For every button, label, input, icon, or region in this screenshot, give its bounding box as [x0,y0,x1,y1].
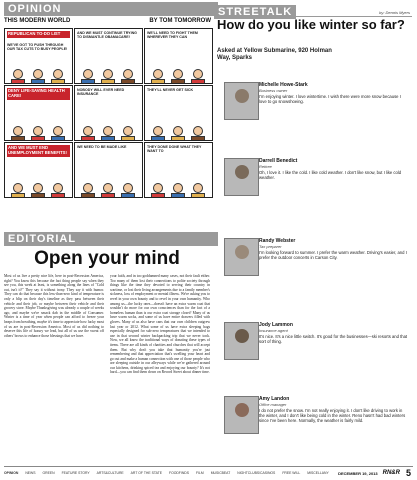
comic-author: BY TOM TOMORROW [149,18,211,24]
person-role: Office manager [259,402,287,407]
person-role: Insurance agent [259,328,288,333]
editorial-header [4,232,218,246]
footer-nav [4,471,338,475]
footer-nav-item[interactable]: GREEN [42,471,55,475]
editorial-column-2: your faith, and in too goddamned many cases, not their fault either. Too many of them lost their connections to polite society through things like the time they devoted to serving their country in wartime, or lost their living arrangements due to a family member's sickness, loss of employment or mental illness. We're asking you to revel in your own bounty and to revel in your own humanity. Who among us—the lucky ones—doesn't have an extra warm coat that wouldn't do more for our own consciences than for the fact of a homeless human than is our extra coat storage closet? Many of us have warm socks, and some of us have entire drawers filled with gloves. Many of us also have cans that our own children outgrew last year or 2012. What some of us have extra sleeping bags especially designed for sub-zero temperatures that we intended to use in that second winter backpacking trip that we never took. Now, we all know the traditional ways of donating these types of items. There are all kinds of charities and churches that will accept them. But why don't you take that humanity you're just remembering and that appreciation that's swelling your heart and go out and make a human connection with one of those people who are sleeping outside in our alleyways while we're gathered around our kitchens, drinking spiced tea and enjoying our bounty? It's not hard—you can find them down on Record Street about dinner time. [110,274,210,375]
editorial-title: EDITORIAL [8,233,77,245]
cartoon-figure [31,183,45,197]
comic-caption: AND WE MUST CONTINUE TRYING TO DISMANTLE OBAMACARE! [77,31,137,40]
comic-panel [144,28,213,84]
streetalk-location: Asked at Yellow Submarine, 920 Holman Way, Sparks [217,48,332,61]
cartoon-figure [51,69,65,83]
person-role: Tax preparer [259,244,282,249]
cartoon-figure [151,183,165,197]
cartoon-figure [121,69,135,83]
cartoon-figure [81,69,95,83]
person-photo-4 [224,322,259,360]
person-quote: Oh, I love it. I like the cold. I like cold weather. I don't like snow, but I like cold weather. [259,170,402,181]
comic-figures [75,181,142,197]
editorial-headline: Open your mind [34,248,180,269]
comic-figures [75,124,142,140]
comic-figures [5,124,72,140]
person-photo-2 [224,158,259,196]
cartoon-figure [191,183,205,197]
cartoon-figure [101,126,115,140]
cartoon-figure [121,183,135,197]
footer-date: DECEMBER 19, 2013 [338,470,378,476]
footer-paper: RN&R [382,470,400,476]
cartoon-figure [171,183,185,197]
footer-nav-item[interactable]: FOODFINDS [169,471,189,475]
streetalk-question: How do you like winter so far? [217,17,405,32]
person-2 [259,158,409,180]
comic-panel [4,28,73,84]
cartoon-figure [11,183,25,197]
person-quote: I do not prefer the snow. I'm not really enjoying it. I don't like driving to work in the winter, and I don't like being cold in the winter. Reno hasn't had bad winters since I've been here. Normally, the weather is fairly mild. [259,408,406,424]
person-photo-3 [224,238,259,276]
person-photo-5 [224,396,259,434]
cartoon-figure [11,126,25,140]
comic-caption: REPUBLICAN TO-DO LIST [7,31,70,38]
comic-panel [74,85,143,141]
footer-nav-item[interactable]: NEWS [25,471,36,475]
person-role: Retiree [259,164,272,169]
comic-title-bar [4,18,211,26]
person-name: Jody Lammon [259,322,293,328]
cartoon-figure [171,126,185,140]
cartoon-figure [191,69,205,83]
person-photo-1 [224,82,259,120]
comic-panel [144,85,213,141]
opinion-title: OPINION [8,3,62,15]
footer-nav-item[interactable]: MUSICBEAT [210,471,231,475]
person-4 [259,322,409,344]
cartoon-figure [31,126,45,140]
comic-subcaption: WE'VE GOT TO PUSH THROUGH OUR TAX CUTS TO BUSY PEOPLE! [7,43,68,52]
person-3 [259,238,409,260]
person-quote: I'm enjoying winter. I love wintertime. I wish there were more snow because I love to go snowshoeing. [259,94,401,105]
cartoon-figure [101,69,115,83]
cartoon-figure [191,126,205,140]
footer-nav-item[interactable]: ART OF THE STATE [130,471,163,475]
footer-nav-item[interactable]: MISCELLANY [307,471,329,475]
person-quote: I'm looking forward to summer. I prefer the warm weather. Driving's easier, and I prefer the outdoor concerts in Carson City. [259,250,407,261]
comic-panel [4,142,73,198]
comic-caption: WE'LL NEED TO FIGHT THEM WHEREVER THEY CAN [147,31,198,40]
person-name: Darrell Benedict [259,158,298,164]
comic-panel [4,85,73,141]
footer-nav-item[interactable]: OPINION [4,471,19,475]
comic-figures [145,124,212,140]
comic-caption: DENY LIFE-SAVING HEALTH CARE! [7,88,70,100]
cartoon-figure [151,69,165,83]
cartoon-figure [81,126,95,140]
cartoon-figure [31,69,45,83]
person-5 [259,396,409,424]
comic-caption: WE NEED TO BE MADE LIKE [77,145,127,149]
comic-panel [144,142,213,198]
footer-nav-item[interactable]: FEATURE STORY [61,471,90,475]
person-1 [259,82,409,104]
cartoon-figure [51,126,65,140]
cartoon-figure [81,183,95,197]
person-name: Randy Webster [259,238,296,244]
editorial-column-1: Most of us live a pretty nice life, here in post-Recession America, right? You know this because the fact thing people say when they see you, this week at least, is something along the lines of "Cold out, isn't it?" They say it without irony. They say it with humor. They can do that because this less-than-zero kind of temperature is only a blip on their day's timeline as they pass between their vehicle and their job, or maybe between their vehicle and their grocery store. Maybe Thanksgiving was already a couple of weeks ago, and maybe we're smack dab in the middle of Consumer. Winter is a time of year when people can afford to freeze your heaps from breathing, maybe it's time to appreciate how lucky most of us are in post-Recession America. Most of us did nothing to deserve this life of luxury we lead, but all of us use the sweat off others' brows to enhance those blessings that we have. [4,274,104,338]
cartoon-figure [101,183,115,197]
streetalk-header [214,2,412,17]
person-name: Michelle Howe-Stark [259,82,308,88]
comic-panel [74,28,143,84]
footer-nav-item[interactable]: NIGHTCLUBS/CASINOS [237,471,276,475]
cartoon-figure [121,126,135,140]
comic-figures [5,181,72,197]
comic-figures [145,67,212,83]
comic-figures [5,67,72,83]
cartoon-figure [11,69,25,83]
comic-caption: THEY'LL NEVER GET SICK [147,88,194,92]
cartoon-figure [151,126,165,140]
person-name: Amy Landon [259,396,290,402]
comic-panel [74,142,143,198]
footer-nav-item[interactable]: ARTS&CULTURE [96,471,124,475]
cartoon-figure [171,69,185,83]
footer-nav-item[interactable]: FREE WILL [282,471,301,475]
comic-figures [145,181,212,197]
comic-figures [75,67,142,83]
page-number: 5 [405,468,411,478]
footer-bar [4,466,413,479]
comic-strip [4,18,211,196]
comic-title: THIS MODERN WORLD [4,18,71,24]
comic-caption: NOBODY WILL EVER NEED INSURANCE [77,88,125,97]
person-quote: It's nice. It's a nice little switch. It's good for the businesses—ski resorts and that sort of thing. [259,334,408,345]
footer-nav-item[interactable]: FILM [195,471,204,475]
streetalk-byline: by: Dennis Myers [379,10,410,15]
person-role: Business owner [259,88,288,93]
opinion-header [4,2,218,16]
comic-caption: AND WE MUST END UNEMPLOYMENT BENEFITS! [7,145,70,157]
comic-caption: THEY DONE DONE WHAT THEY WANT TO [147,145,202,154]
streetalk-title: STREETALK [214,5,296,19]
cartoon-figure [51,183,65,197]
